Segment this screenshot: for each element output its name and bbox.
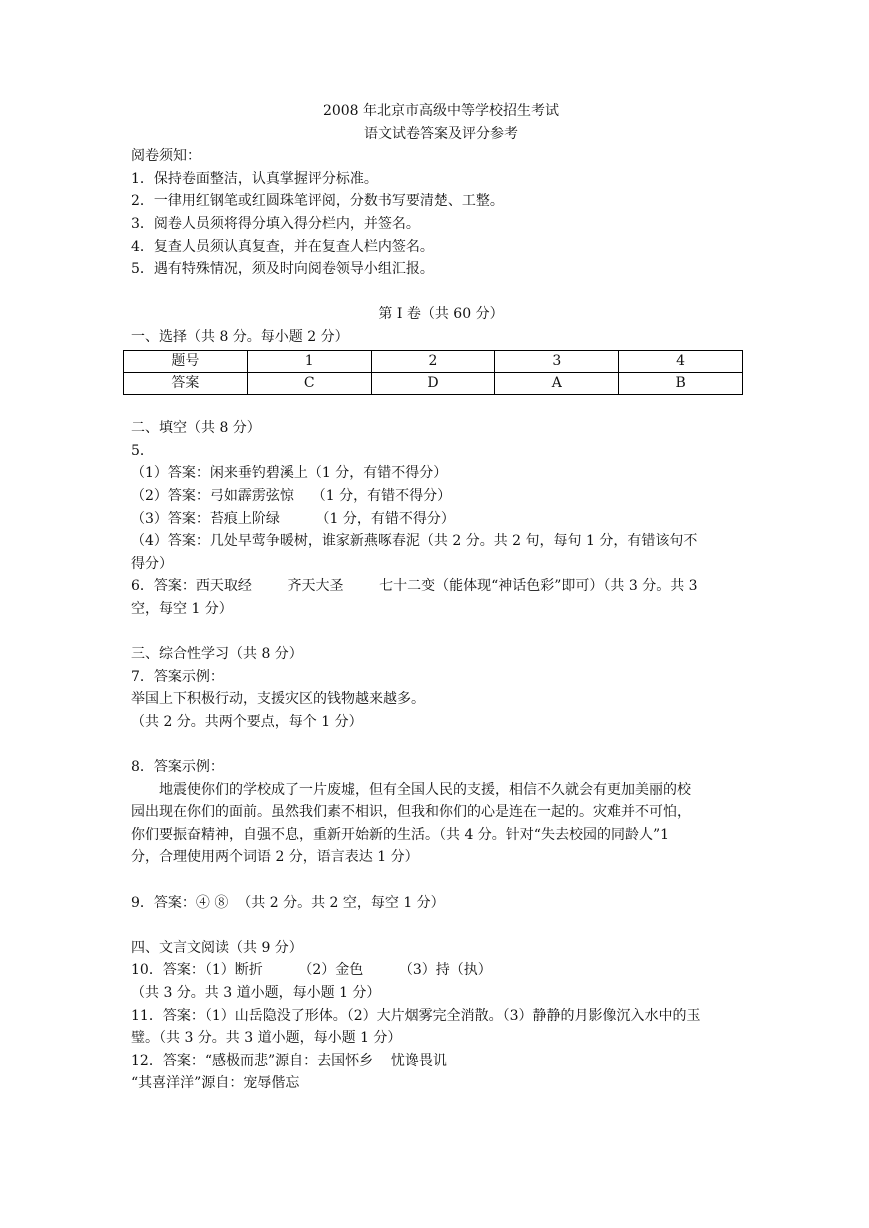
section3-heading: 三、综合性学习（共 8 分） [131, 646, 303, 663]
answer-line: 6．答案：西天取经 齐天大圣 七十二变（能体现“神话色彩”即可）（共 3 分。共 3 [131, 578, 698, 595]
answer-line: 空，每空 1 分） [131, 600, 233, 617]
score-note: （共 2 分。共两个要点，每个 1 分） [131, 713, 363, 730]
spacer [131, 914, 751, 937]
answer-line: 得分） [131, 555, 173, 572]
table-row [124, 372, 743, 394]
table-cell: 4 [619, 350, 743, 372]
spacer [131, 620, 751, 643]
answer-document [131, 100, 751, 1095]
document-subtitle: 语文试卷答案及评分参考 [364, 125, 518, 142]
section4-heading: 四、文言文阅读（共 9 分） [131, 939, 303, 956]
notice-heading: 阅卷须知： [131, 148, 201, 165]
spacer [131, 395, 751, 418]
notice-item: 2．一律用红钢笔或红圆珠笔评阅，分数书写要清楚、工整。 [131, 193, 504, 210]
choice-answer-table [123, 350, 743, 395]
section1-heading: 一、选择（共 8 分。每小题 2 分） [131, 328, 349, 345]
table-cell: C [247, 372, 371, 394]
spacer [131, 281, 751, 304]
answer-line: （2）答案：弓如霹雳弦惊 （1 分，有错不得分） [131, 487, 452, 504]
question-label: 8．答案示例： [131, 759, 224, 776]
answer-line: （1）答案：闲来垂钓碧溪上（1 分，有错不得分） [131, 465, 448, 482]
spacer [131, 869, 751, 892]
table-cell: 2 [371, 350, 495, 372]
table-row [124, 350, 743, 372]
table-cell: B [619, 372, 743, 394]
table-cell: 3 [495, 350, 619, 372]
section2-heading: 二、填空（共 8 分） [131, 420, 261, 437]
table-cell: 1 [247, 350, 371, 372]
answer-line: 12．答案：“感极而悲”源自：去国怀乡 忧谗畏讥 [131, 1052, 447, 1069]
answer-line: 璧。（共 3 分。共 3 道小题，每小题 1 分） [131, 1030, 402, 1047]
answer-line: 地震使你们的学校成了一片废墟，但有全国人民的支援，相信不久就会有更加美丽的校 [159, 781, 691, 798]
answer-line: 10．答案：（1）断折 （2）金色 （3）持（执） [131, 962, 492, 979]
answer-line: 9．答案：④ ⑧ （共 2 分。共 2 空，每空 1 分） [131, 894, 445, 911]
notice-item: 1．保持卷面整洁，认真掌握评分标准。 [131, 170, 378, 187]
notice-item: 5．遇有特殊情况，须及时向阅卷领导小组汇报。 [131, 261, 434, 278]
volume-title: 第 I 卷（共 60 分） [378, 306, 504, 323]
spacer [131, 733, 751, 756]
question-label: 7．答案示例： [131, 668, 224, 685]
answer-line: “其喜洋洋”源自：宠辱偕忘 [131, 1075, 300, 1092]
answer-line: 你们要振奋精神，自强不息，重新开始新的生活。（共 4 分。针对“失去校园的同龄人”1 [131, 826, 670, 843]
answer-line: （3）答案：苔痕上阶绿 （1 分，有错不得分） [131, 510, 455, 527]
score-note: （共 3 分。共 3 道小题，每小题 1 分） [131, 984, 381, 1001]
table-cell: A [495, 372, 619, 394]
question-number: 5． [131, 442, 154, 459]
notice-item: 3．阅卷人员须将得分填入得分栏内，并签名。 [131, 215, 420, 232]
answer-line: 园出现在你们的面前。虽然我们素不相识，但我和你们的心是连在一起的。灾难并不可怕， [131, 804, 691, 821]
document-title: 2008 年北京市高级中等学校招生考试 [322, 103, 560, 119]
table-cell: 答案 [124, 372, 248, 394]
answer-line: 举国上下积极行动，支援灾区的钱物越来越多。 [131, 691, 425, 708]
answer-line: （4）答案：几处早莺争暖树，谁家新燕啄春泥（共 2 分。共 2 句，每句 1 分，有错该句不 [131, 533, 698, 550]
notice-item: 4．复查人员须认真复查，并在复查人栏内签名。 [131, 238, 434, 255]
table-cell: D [371, 372, 495, 394]
table-cell: 题号 [124, 350, 248, 372]
answer-line: 11．答案：（1）山岳隐没了形体。（2）大片烟雾完全消散。（3）静静的月影像沉入水中的玉 [131, 1007, 701, 1024]
answer-line: 分，合理使用两个词语 2 分，语言表达 1 分） [131, 849, 419, 866]
